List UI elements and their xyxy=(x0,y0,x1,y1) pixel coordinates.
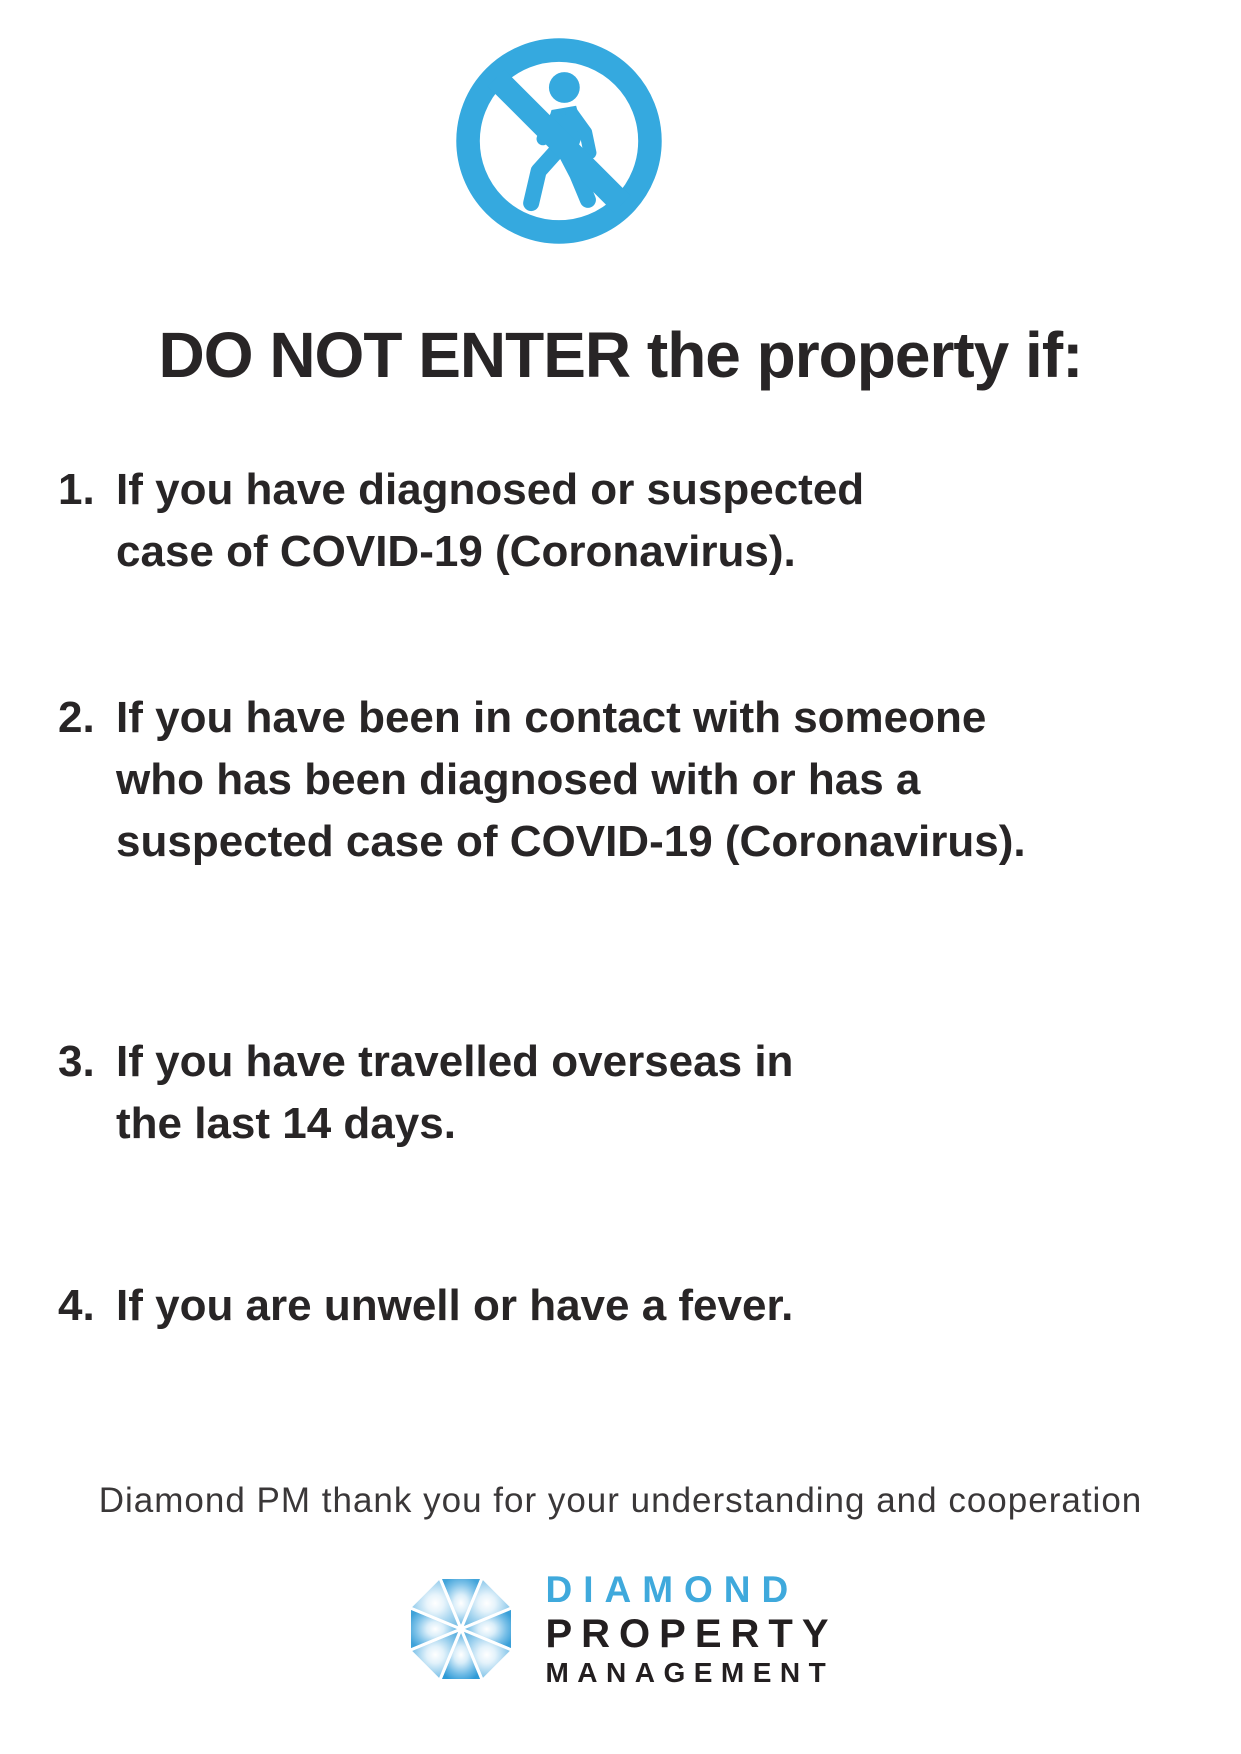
page-title: DO NOT ENTER the property if: xyxy=(158,319,1083,391)
logo-management-text: MANAGEMENT xyxy=(545,1657,835,1689)
rule-line: case of COVID-19 (Coronavirus). xyxy=(116,527,796,577)
rules-list xyxy=(0,459,1241,1337)
rule-line: If you have diagnosed or suspected xyxy=(116,465,865,515)
rule-item-4 xyxy=(58,1275,1201,1337)
rule-item-3 xyxy=(58,1031,1201,1155)
icon-row xyxy=(0,0,1241,248)
rule-number: 3. xyxy=(58,1037,95,1087)
rule-line: suspected case of COVID-19 (Coronavirus). xyxy=(116,817,1026,867)
logo-property-text: PROPERTY xyxy=(545,1612,838,1657)
rule-text xyxy=(116,687,1201,873)
rule-number: 1. xyxy=(58,465,95,515)
rule-item-2 xyxy=(58,687,1201,873)
rule-item-1 xyxy=(58,459,1201,583)
rule-number: 4. xyxy=(58,1281,95,1331)
rule-line: who has been diagnosed with or has a xyxy=(116,755,921,805)
rule-line: If you have been in contact with someone xyxy=(116,693,987,743)
thank-you-text: Diamond PM thank you for your understanding and cooperation xyxy=(98,1481,1143,1521)
no-pedestrian-icon xyxy=(452,34,666,248)
rule-line: If you have travelled overseas in xyxy=(116,1037,794,1087)
rule-text xyxy=(116,459,1201,583)
rule-number: 2. xyxy=(58,693,95,743)
company-logo xyxy=(0,1569,1241,1689)
logo-diamond-text: DIAMOND xyxy=(545,1569,800,1611)
rule-text xyxy=(116,1275,1201,1337)
logo-wordmark xyxy=(545,1571,837,1687)
rule-line: the last 14 days. xyxy=(116,1099,456,1149)
diamond-facet-icon xyxy=(403,1569,519,1689)
rule-line: If you are unwell or have a fever. xyxy=(116,1281,794,1331)
rule-text xyxy=(116,1031,1201,1155)
